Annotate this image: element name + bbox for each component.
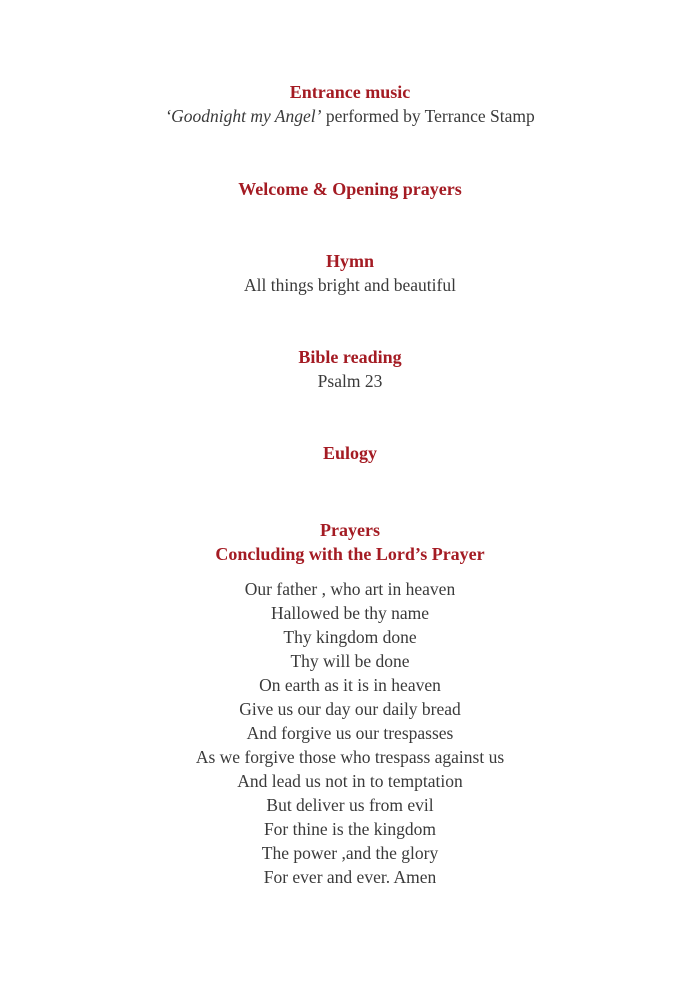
prayer-line: And forgive us our trespasses <box>246 723 454 743</box>
prayer-line: The power ,and the glory <box>261 843 439 863</box>
prayer-line: Give us our day our daily bread <box>239 699 461 719</box>
section-entrance-music <box>0 0 700 128</box>
section-title: Bible reading <box>298 347 402 367</box>
lords-prayer-text <box>0 577 700 889</box>
prayer-line: Thy kingdom done <box>283 627 417 647</box>
performer-text: performed by Terrance Stamp <box>321 106 535 126</box>
prayer-line: But deliver us from evil <box>266 795 434 815</box>
section-title: Entrance music <box>289 82 411 102</box>
song-title: ‘Goodnight my Angel’ <box>165 106 322 126</box>
section-bible-reading <box>0 345 700 393</box>
prayer-line: For thine is the kingdom <box>263 819 437 839</box>
prayer-line: On earth as it is in heaven <box>259 675 441 695</box>
hymn-name: All things bright and beautiful <box>244 275 456 295</box>
section-prayers <box>0 518 700 889</box>
prayer-line: Thy will be done <box>290 651 410 671</box>
section-title: Welcome & Opening prayers <box>238 179 462 199</box>
entrance-music-detail <box>0 104 700 128</box>
prayer-line: Our father , who art in heaven <box>244 579 456 599</box>
section-title: Eulogy <box>322 443 378 463</box>
prayer-line: As we forgive those who trespass against us <box>195 747 505 767</box>
prayer-line: And lead us not in to temptation <box>237 771 463 791</box>
reading-name: Psalm 23 <box>317 371 383 391</box>
section-title: Prayers <box>320 520 380 540</box>
section-welcome <box>0 177 700 201</box>
section-eulogy <box>0 441 700 465</box>
section-title: Hymn <box>325 251 374 271</box>
section-subtitle: Concluding with the Lord’s Prayer <box>215 544 485 564</box>
prayer-line: For ever and ever. Amen <box>263 867 437 887</box>
prayer-line: Hallowed be thy name <box>271 603 429 623</box>
section-hymn <box>0 249 700 297</box>
